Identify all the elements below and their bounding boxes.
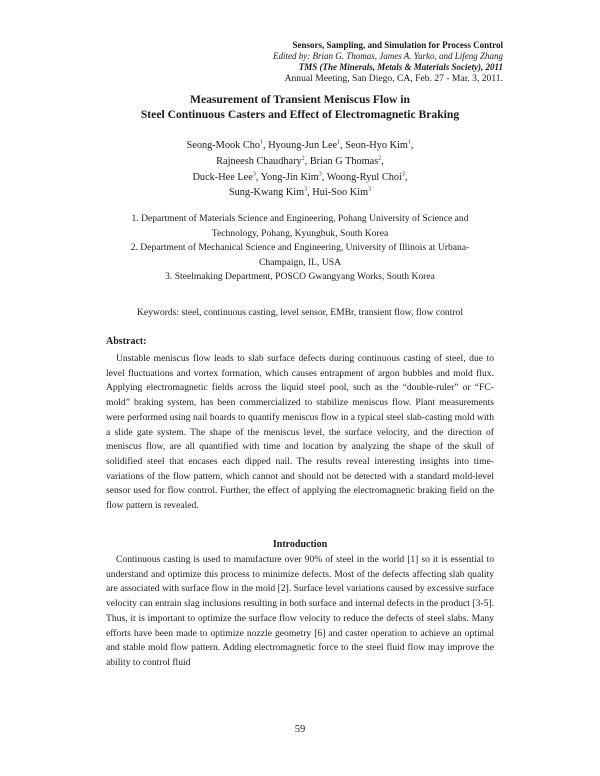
affiliation-1-line-2: Technology, Pohang, Kyungbuk, South Korea	[211, 227, 389, 239]
author-name: Brian G Thomas	[309, 155, 379, 167]
author-affiliation-mark: 2	[378, 155, 382, 162]
title-line-1: Measurement of Transient Meniscus Flow in	[190, 93, 410, 106]
author-name: Hui-Soo Kim	[312, 187, 369, 199]
introduction-heading: Introduction	[272, 539, 328, 550]
affiliation-2-line-2: Champaign, IL, USA	[258, 256, 342, 268]
author-line-2: Rajneesh Chaudhary$^2$, Brian G Thomas$^2$,	[216, 155, 384, 167]
introduction-paragraph: Continuous casting is used to manufacture over 90% of steel in the world [1] so it is essential to understand and optimize this process to minimize defects. Most of the defects affecting slab quality are associated with surface flow in the mold [2]. Surface level variations caused by excessive surface velocity can entrain slag inclusions resulting in both surface and internal defects in the product [3-5]. Thus, it is important to optimize the surface flow velocity to reduce the defects of steel slabs. Many efforts have been made to optimize nozzle geometry [6] and caster operation to achieve an optimal and stable mold flow pattern. Adding electromagnetic force to the steel fluid flow may improve the ability to control fluid	[106, 554, 494, 668]
author-affiliation-mark: 2	[301, 155, 305, 162]
author-name: Woong-Ryul Choi	[326, 171, 402, 183]
author-affiliation-mark: 3	[318, 171, 322, 178]
author-name: Seon-Hyo Kim	[345, 140, 408, 151]
keywords: Keywords: steel, continuous casting, level sensor, EMBr, transient flow, flow control	[136, 307, 464, 318]
author-affiliation-mark: 1	[407, 139, 411, 146]
author-name: Duck-Hee Lee	[192, 171, 253, 183]
abstract-body	[106, 352, 494, 514]
author-affiliation-mark: 1	[337, 139, 341, 146]
author-name: Yong-Jin Kim	[260, 171, 319, 183]
abstract-paragraph: Unstable meniscus flow leads to slab surface defects during continuous casting of steel, due to level fluctuations and vortex formation, which causes entrapment of argon bubbles and mold flux. Applying electromagnetic fields across the liquid steel pool, such as the “double-ruler” or “FC-mold” braking system, has been commercialized to stabilize meniscus flow. Plant measurements were performed using nail boards to quantify meniscus flow in a typical steel slab-casting mold with a slide gate system. The shape of the meniscus level, the surface velocity, and the direction of meniscus flow, are all quantified with time and location by analyzing the shape of the skull of solidified steel that encases each dipped nail. The results reveal interesting insights into time-variations of the flow pattern, which cannot and should not be detected with a standard mold-level sensor used for flow control. Further, the effect of applying the electromagnetic braking field on the flow pattern is revealed.	[106, 353, 494, 512]
introduction-body	[106, 553, 494, 671]
author-affiliation-mark: 3	[252, 171, 256, 178]
affiliation-2-line-1: 2. Department of Mechanical Science and Engineering, University of Illinois at Urbana-	[130, 242, 470, 253]
paper-title	[0, 92, 600, 122]
author-line-4: Sung-Kwang Kim$^3$, Hui-Soo Kim$^3$	[228, 186, 372, 199]
author-name: Hyoung-Jun Lee	[268, 140, 338, 151]
affiliation-1-line-1: 1. Department of Materials Science and Engineering, Pohang University of Science and	[131, 213, 469, 224]
affiliation-3: 3. Steelmaking Department, POSCO Gwangyang Works, South Korea	[165, 271, 435, 282]
header-series-title: Sensors, Sampling, and Simulation for Process Control	[292, 40, 503, 50]
author-affiliation-mark: 1	[260, 139, 264, 146]
header-meeting: Annual Meeting, San Diego, CA, Feb. 27 - Mar. 3, 2011.	[284, 73, 503, 84]
page-number: 59	[294, 724, 306, 735]
author-affiliation-mark: 3	[304, 186, 308, 193]
title-line-2: Steel Continuous Casters and Effect of Electromagnetic Braking	[140, 108, 460, 121]
author-name: Sung-Kwang Kim	[228, 187, 305, 199]
author-name: Rajneesh Chaudhary	[216, 155, 302, 167]
proceedings-header	[273, 40, 503, 84]
author-affiliation-mark: 3	[401, 171, 405, 178]
abstract-heading: Abstract:	[106, 336, 147, 347]
author-line-1: Seong-Mook Cho$^1$, Hyoung-Jun Lee$^1$, Seon-Hyo Kim$^1$,	[186, 139, 414, 151]
header-publisher: TMS (The Minerals, Metals & Materials Society), 2011	[298, 62, 503, 72]
author-name: Seong-Mook Cho	[186, 140, 261, 151]
header-editors: Edited by: Brian G. Thomas, James A. Yurko, and Lifeng Zhang	[272, 51, 503, 61]
author-affiliation-mark: 3	[368, 186, 372, 193]
author-line-3: Duck-Hee Lee$^3$, Yong-Jin Kim$^3$, Woong-Ryul Choi$^3$,	[192, 171, 408, 183]
author-list	[0, 138, 600, 201]
affiliations	[100, 212, 500, 285]
